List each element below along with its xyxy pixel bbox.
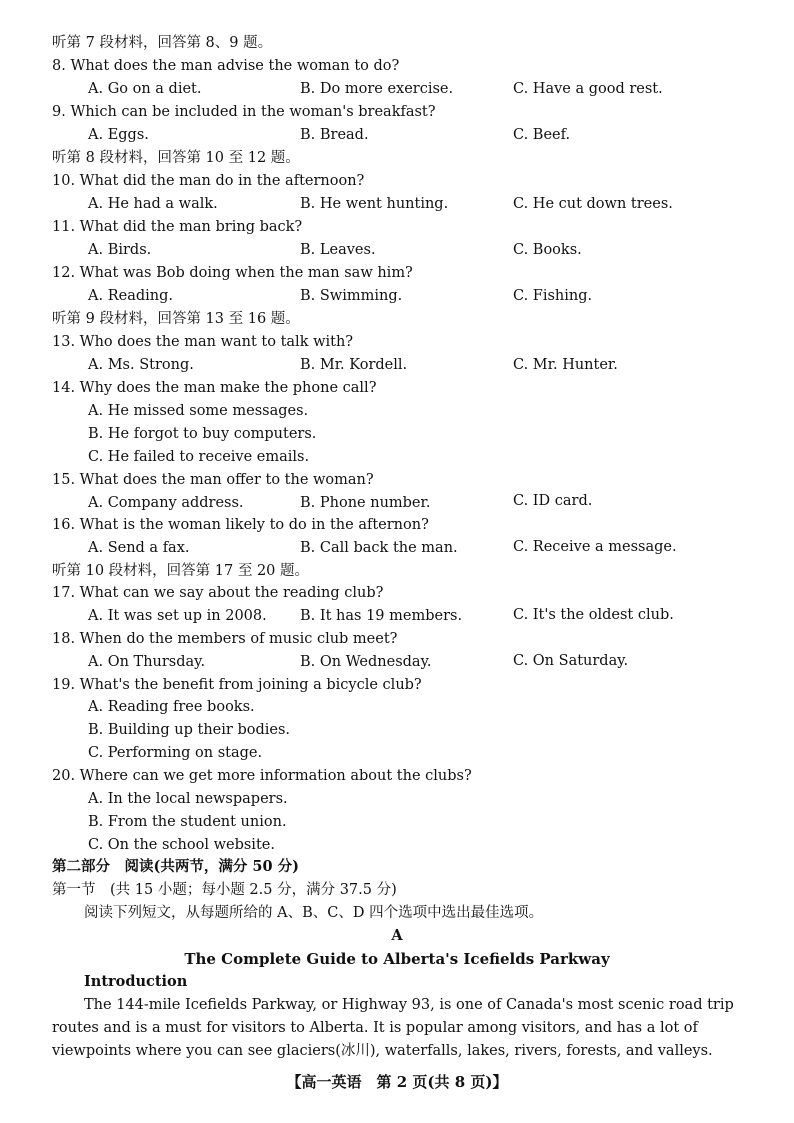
q9-option-b: B. Bread. [300,127,369,143]
q11-option-c: C. Books. [513,242,582,258]
passage-line-1: The 144-mile Icefields Parkway, or Highway 93, is one of Canada's most scenic road trip [84,997,734,1013]
passage-subheading: Introduction [84,973,188,990]
question-14: 14. Why does the man make the phone call? [52,380,377,396]
q9-option-c: C. Beef. [513,127,571,143]
q17-option-b: B. It has 19 members. [300,608,463,624]
passage-line-2: routes and is a must for visitors to Alberta. It is popular among visitors, and has a lot of [52,1020,698,1036]
question-17: 17. What can we say about the reading club? [52,585,384,601]
q16-option-b: B. Call back the man. [300,540,458,556]
page-footer: 【高一英语 第 2 页(共 8 页)】 [286,1073,508,1091]
part2-instruction: 阅读下列短文，从每题所给的 A、B、C、D 四个选项中选出最佳选项。 [84,905,544,921]
section-heading-8: 听第 8 段材料，回答第 10 至 12 题。 [52,150,300,166]
q8-option-b: B. Do more exercise. [300,81,454,97]
q20-option-c: C. On the school website. [88,837,275,853]
section-heading-7: 听第 7 段材料，回答第 8、9 题。 [52,35,273,51]
q17-option-a: A. It was set up in 2008. [88,608,267,624]
q18-option-a: A. On Thursday. [88,654,206,670]
part2-section1-heading: 第一节 (共 15 小题；每小题 2.5 分，满分 37.5 分) [52,882,397,898]
question-18: 18. When do the members of music club meet? [52,631,398,647]
q9-option-a: A. Eggs. [88,127,149,143]
q15-option-a: A. Company address. [88,495,244,511]
passage-title: The Complete Guide to Alberta's Icefields Parkway [184,950,610,968]
q8-option-c: C. Have a good rest. [513,81,663,97]
q13-option-c: C. Mr. Hunter. [513,357,618,373]
question-11: 11. What did the man bring back? [52,219,303,235]
q11-option-a: A. Birds. [88,242,152,258]
q19-option-c: C. Performing on stage. [88,745,263,761]
question-13: 13. Who does the man want to talk with? [52,334,354,350]
passage-line-3: viewpoints where you can see glaciers(冰川), waterfalls, lakes, rivers, forests, and valleys. [52,1043,713,1059]
q18-option-c: C. On Saturday. [513,653,629,669]
q12-option-c: C. Fishing. [513,288,593,304]
q20-option-b: B. From the student union. [88,814,287,830]
q10-option-c: C. He cut down trees. [513,196,673,212]
question-15: 15. What does the man offer to the woman? [52,472,374,488]
q14-option-c: C. He failed to receive emails. [88,449,310,465]
q16-option-a: A. Send a fax. [88,540,190,556]
q8-option-a: A. Go on a diet. [88,81,202,97]
q10-option-b: B. He went hunting. [300,196,449,212]
section-heading-10: 听第 10 段材料，回答第 17 至 20 题。 [52,563,310,579]
question-20: 20. Where can we get more information about the clubs? [52,768,472,784]
part2-heading: 第二部分 阅读(共两节，满分 50 分) [52,858,299,875]
q12-option-b: B. Swimming. [300,288,403,304]
q16-option-c: C. Receive a message. [513,539,677,555]
section-heading-9: 听第 9 段材料，回答第 13 至 16 题。 [52,311,300,327]
passage-letter: A [391,927,403,944]
q17-option-c: C. It's the oldest club. [513,607,674,623]
q19-option-a: A. Reading free books. [88,699,255,715]
question-19: 19. What's the benefit from joining a bicycle club? [52,677,422,693]
q19-option-b: B. Building up their bodies. [88,722,291,738]
q13-option-b: B. Mr. Kordell. [300,357,408,373]
q15-option-b: B. Phone number. [300,495,431,511]
q10-option-a: A. He had a walk. [88,196,218,212]
q18-option-b: B. On Wednesday. [300,654,432,670]
q11-option-b: B. Leaves. [300,242,376,258]
question-16: 16. What is the woman likely to do in the afternon? [52,517,429,533]
q15-option-c: C. ID card. [513,493,593,509]
question-10: 10. What did the man do in the afternoon? [52,173,365,189]
question-8: 8. What does the man advise the woman to do? [52,58,400,74]
q14-option-b: B. He forgot to buy computers. [88,426,317,442]
q12-option-a: A. Reading. [88,288,173,304]
question-12: 12. What was Bob doing when the man saw him? [52,265,413,281]
q20-option-a: A. In the local newspapers. [88,791,288,807]
q13-option-a: A. Ms. Strong. [88,357,194,373]
q14-option-a: A. He missed some messages. [88,403,309,419]
question-9: 9. Which can be included in the woman's breakfast? [52,104,436,120]
